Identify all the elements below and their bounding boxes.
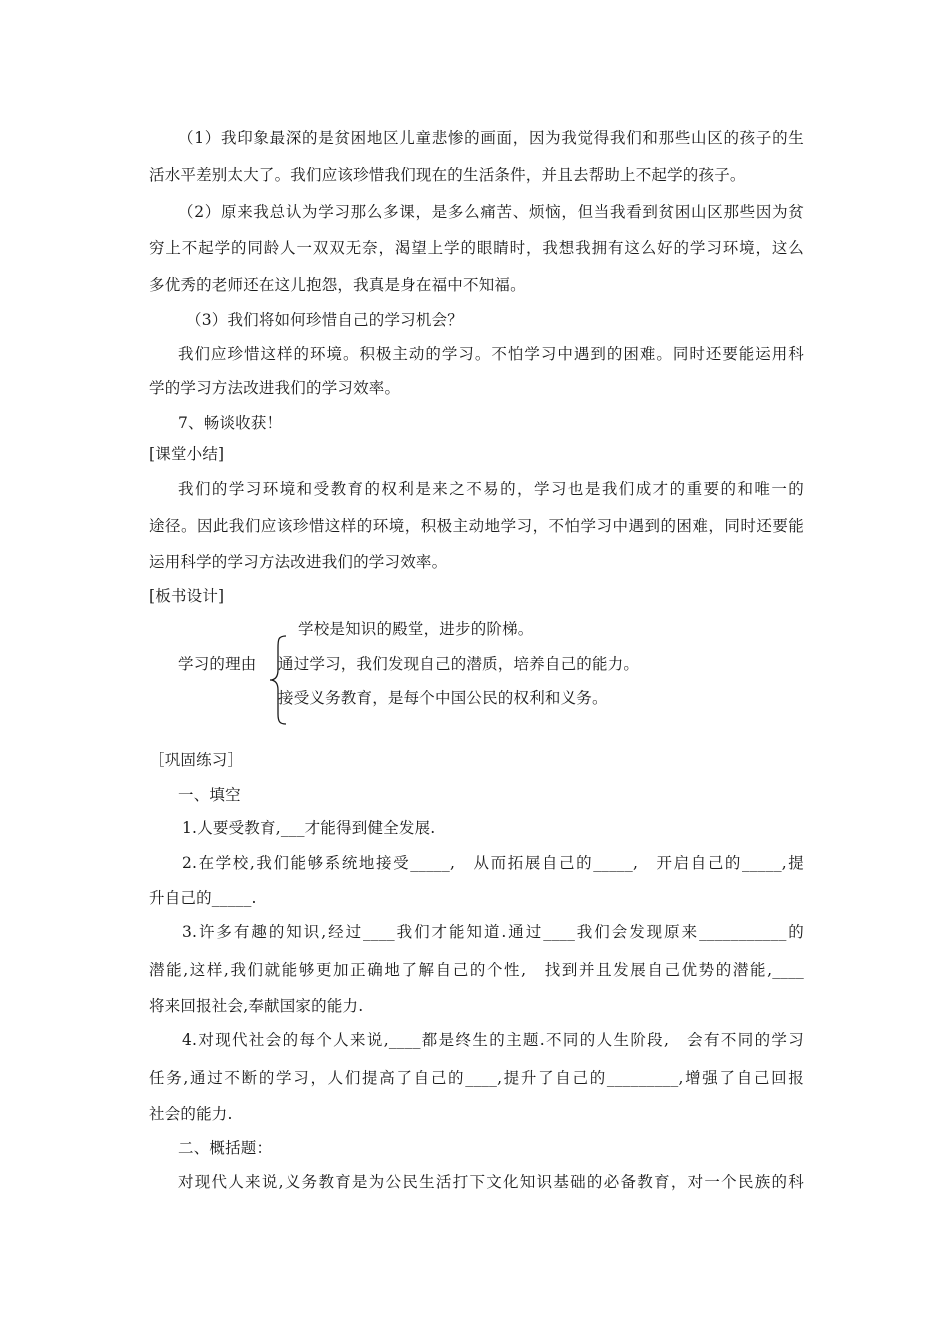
section-fill-blank: 一、填空: [178, 786, 241, 804]
item-7: 7、畅谈收获！: [178, 414, 283, 432]
para3-question: （3）我们将如何珍惜自己的学习机会？: [186, 311, 463, 329]
para2-line3: 多优秀的老师还在这儿抱怨，我真是身在福中不知福。: [149, 276, 526, 294]
question-2-line1: 2.在学校,我们能够系统地接受_____, 从而拓展自己的_____, 开启自己的_____,提: [182, 854, 804, 872]
board-item-1: 学校是知识的殿堂，进步的阶梯。: [298, 620, 534, 638]
para2-line1: （2）原来我总认为学习那么多课，是多么痛苦、烦恼，但当我看到贫困山区那些因为贫: [178, 203, 804, 221]
board-item-2: 通过学习，我们发现自己的潜质，培养自己的能力。: [278, 655, 640, 673]
summary-line3: 运用科学的学习方法改进我们的学习效率。: [149, 553, 448, 571]
para1-line2: 活水平差别太大了。我们应该珍惜我们现在的生活条件，并且去帮助上不起学的孩子。: [149, 166, 746, 184]
summary-line2: 途径。因此我们应该珍惜这样的环境，积极主动地学习，不怕学习中遇到的困难，同时还要能: [149, 517, 804, 535]
board-heading: [板书设计]: [149, 587, 225, 605]
last-line: 对现代人来说,义务教育是为公民生活打下文化知识基础的必备教育，对一个民族的科: [178, 1173, 804, 1191]
para2-line2: 穷上不起学的同龄人一双双无奈，渴望上学的眼睛时，我想我拥有这么好的学习环境，这么: [149, 239, 804, 257]
board-label: 学习的理由: [178, 655, 257, 673]
question-4-line1: 4.对现代社会的每个人来说,____都是终生的主题.不同的人生阶段, 会有不同的学习: [182, 1031, 804, 1049]
para1-line1: （1）我印象最深的是贫困地区儿童悲惨的画面，因为我觉得我们和那些山区的孩子的生: [178, 129, 804, 147]
practice-heading: ［巩固练习］: [149, 751, 244, 769]
question-3-line2: 潜能,这样,我们就能够更加正确地了解自己的个性, 找到并且发展自己优势的潜能,____: [149, 961, 804, 979]
question-1: 1.人要受教育,___才能得到健全发展.: [182, 819, 436, 837]
question-3-line1: 3.许多有趣的知识,经过____我们才能知道.通过____我们会发现原来___________的: [182, 923, 804, 941]
summary-line1: 我们的学习环境和受教育的权利是来之不易的，学习也是我们成才的重要的和唯一的: [178, 480, 804, 498]
curly-brace-icon: [268, 634, 290, 726]
summary-heading: [课堂小结]: [149, 445, 225, 463]
question-4-line3: 社会的能力.: [149, 1105, 233, 1123]
para4-line1: 我们应珍惜这样的环境。积极主动的学习。不怕学习中遇到的困难。同时还要能运用科: [178, 345, 804, 363]
question-4-line2: 任务,通过不断的学习，人们提高了自己的____,提升了自己的_________,增强了自己回报: [149, 1069, 804, 1087]
board-item-3: 接受义务教育，是每个中国公民的权利和义务。: [278, 689, 608, 707]
section-summary-question: 二、概括题：: [178, 1139, 273, 1157]
para4-line2: 学的学习方法改进我们的学习效率。: [149, 379, 401, 397]
question-3-line3: 将来回报社会,奉献国家的能力.: [149, 997, 364, 1015]
question-2-line2: 升自己的_____.: [149, 889, 257, 907]
